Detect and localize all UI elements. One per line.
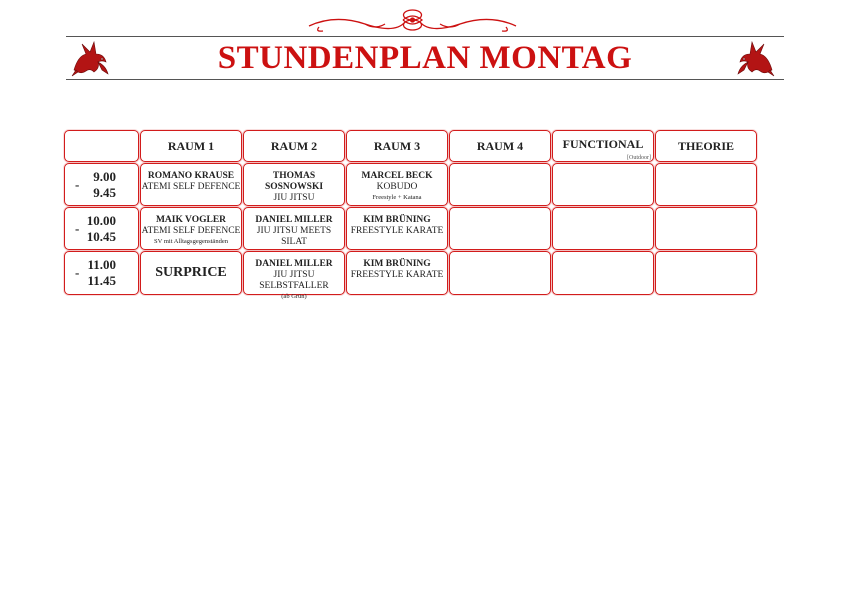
time-end: 11.45 xyxy=(87,273,116,288)
course-note: SV mit Alltagsgegenständen xyxy=(154,238,228,245)
schedule-entry xyxy=(346,251,448,295)
time-dash: - xyxy=(75,220,80,236)
course-name: FREESTYLE KARATE xyxy=(350,270,444,280)
course-note: Freestyle + Katana xyxy=(372,194,422,201)
course-note: (ab Grün) xyxy=(281,293,307,300)
empty-cell xyxy=(552,251,654,295)
course-name: ATEMI SELF DEFENCE xyxy=(141,182,241,192)
trainer-name: KIM BRÜNING xyxy=(363,215,431,225)
empty-cell xyxy=(655,163,757,206)
empty-cell xyxy=(552,163,654,206)
column-header-raum3: RAUM 3 xyxy=(346,130,448,162)
schedule-entry xyxy=(243,251,345,300)
time-cell xyxy=(64,207,139,250)
course-name: JIU JITSU xyxy=(273,193,315,203)
course-name: ATEMI SELF DEFENCE xyxy=(141,226,241,236)
empty-cell xyxy=(449,251,551,295)
schedule-entry xyxy=(140,163,242,206)
empty-cell xyxy=(449,207,551,250)
column-header-raum2: RAUM 2 xyxy=(243,130,345,162)
column-header-functional xyxy=(552,130,654,162)
time-start: 9.00 xyxy=(93,169,116,184)
trainer-name: MARCEL BECK xyxy=(361,171,433,181)
time-cell xyxy=(64,163,139,206)
trainer-name: ROMANO KRAUSE xyxy=(147,171,235,181)
column-header-raum4: RAUM 4 xyxy=(449,130,551,162)
header-corner-cell xyxy=(64,130,139,162)
schedule-entry xyxy=(243,207,345,250)
column-header-theorie: THEORIE xyxy=(655,130,757,162)
course-name: KOBUDO xyxy=(376,182,418,192)
scroll-ornament-icon xyxy=(305,6,520,34)
schedule-entry xyxy=(243,163,345,206)
course-name: JIU JITSU MEETS SILAT xyxy=(256,226,332,247)
time-dash: - xyxy=(75,265,80,280)
empty-cell xyxy=(552,207,654,250)
time-start: 11.00 xyxy=(87,257,116,272)
schedule-entry xyxy=(346,207,448,250)
page-title: STUNDENPLAN MONTAG xyxy=(217,40,633,76)
trainer-name: MAIK VOGLER xyxy=(155,215,227,225)
header-rule-top xyxy=(66,36,784,37)
column-header-raum1: RAUM 1 xyxy=(140,130,242,162)
functional-sublabel: [Outdoor] xyxy=(627,155,651,161)
time-end: 10.45 xyxy=(86,229,116,244)
course-name: JIU JITSU SELBSTFALLER xyxy=(259,270,329,291)
trainer-name: KIM BRÜNING xyxy=(363,259,431,269)
empty-cell xyxy=(655,251,757,295)
functional-label: FUNCTIONAL xyxy=(562,136,644,151)
trainer-name: DANIEL MILLER xyxy=(255,215,333,225)
schedule-entry xyxy=(346,163,448,206)
schedule-entry-surprise: SURPRICE xyxy=(140,251,242,295)
course-name: FREESTYLE KARATE xyxy=(350,226,444,236)
empty-cell xyxy=(655,207,757,250)
time-end: 9.45 xyxy=(93,185,116,200)
header-rule-bottom xyxy=(66,79,784,80)
trainer-name: THOMAS SOSNOWSKI xyxy=(264,171,324,192)
time-dash: - xyxy=(75,176,80,192)
schedule-entry xyxy=(140,207,242,250)
empty-cell xyxy=(449,163,551,206)
time-start: 10.00 xyxy=(86,213,116,228)
trainer-name: DANIEL MILLER xyxy=(255,259,333,269)
time-cell xyxy=(64,251,139,295)
